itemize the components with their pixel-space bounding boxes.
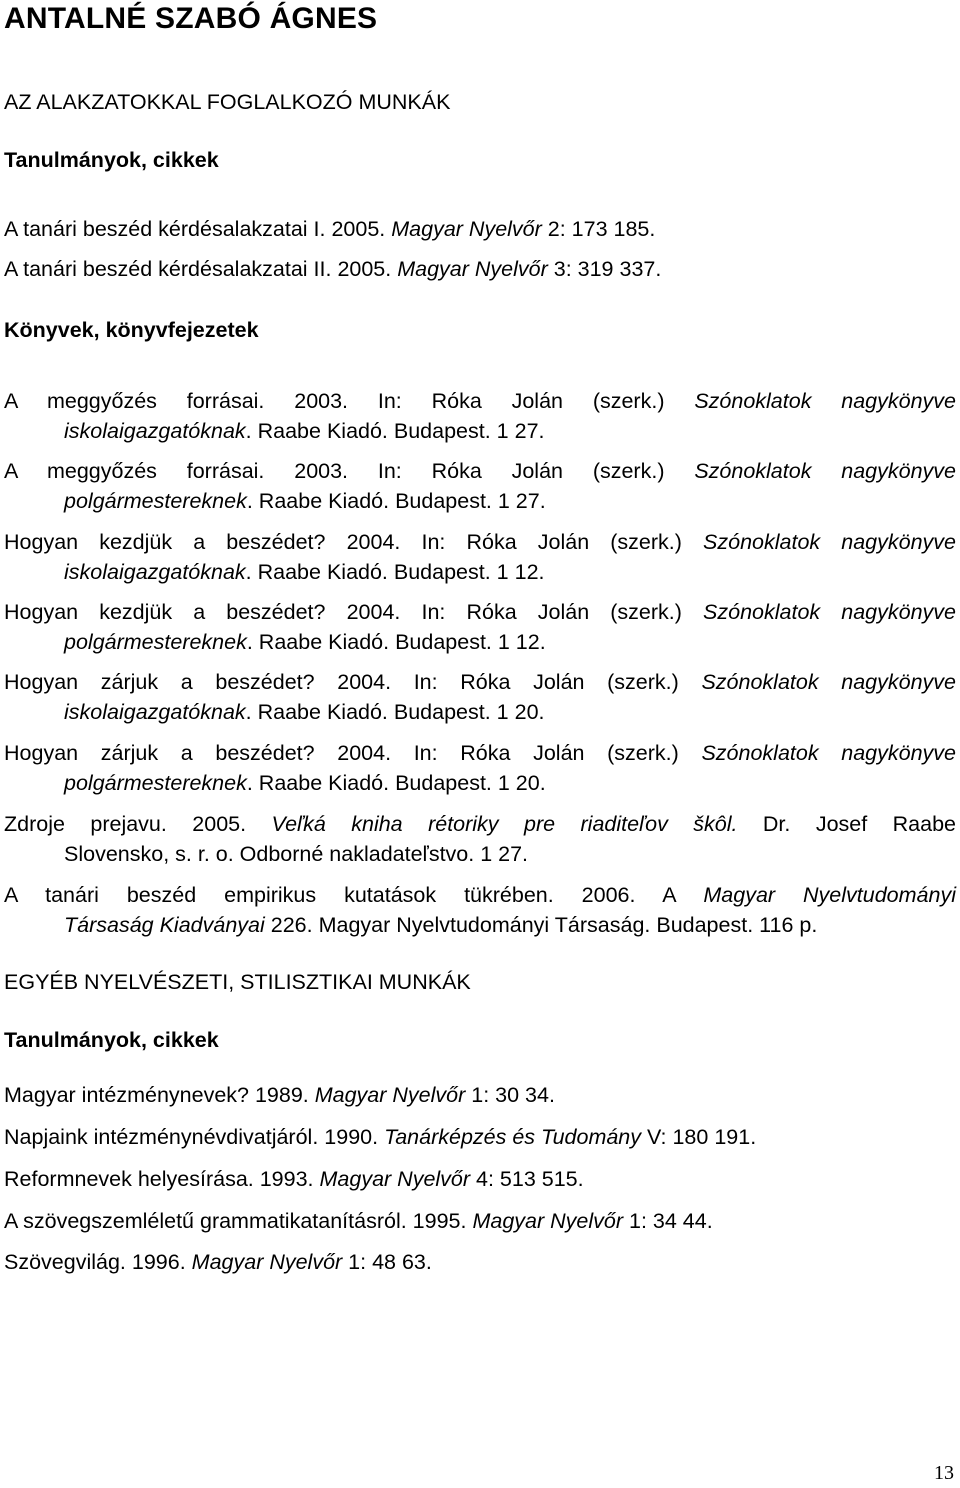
- book-entry: Hogyan kezdjük a beszédet? 2004. In: Róka Jolán (szerk.) Szónoklatok nagykönyve iskolaigazgatóknak. Raabe Kiadó. Budapest. 1 12.: [4, 530, 956, 584]
- subsection-konyvek: Könyvek, könyvfejezetek: [4, 318, 259, 342]
- author-name: ANTALNÉ SZABÓ ÁGNES: [4, 2, 378, 35]
- book-entry: A meggyőzés forrásai. 2003. In: Róka Jolán (szerk.) Szónoklatok nagykönyve iskolaigazgatóknak. Raabe Kiadó. Budapest. 1 27.: [4, 389, 957, 443]
- subsection-tanulmanyok: Tanulmányok, cikkek: [4, 148, 219, 172]
- subsection-tanulmanyok: Tanulmányok, cikkek: [4, 1028, 219, 1052]
- article-entry: A tanári beszéd kérdésalakzatai I. 2005. Magyar Nyelvőr 2: 173 185.: [4, 217, 656, 241]
- book-entry-zdroje: Zdroje prejavu. 2005. Veľká kniha rétoriky pre riaditeľov škôl. Dr. Josef Raabe Slovensko, s. r. o. Odborné nakladateľstvo. 1 27.: [4, 812, 956, 866]
- section-title-egyeb: EGYÉB NYELVÉSZETI, STILISZTIKAI MUNKÁK: [4, 970, 471, 994]
- book-entry-empirikus: A tanári beszéd empirikus kutatások tükrében. 2006. A Magyar Nyelvtudományi Társaság Kiadványai 226. Magyar Nyelvtudományi Társaság. Budapest. 116 p.: [4, 883, 956, 937]
- book-entry: A meggyőzés forrásai. 2003. In: Róka Jolán (szerk.) Szónoklatok nagykönyve polgármestereknek. Raabe Kiadó. Budapest. 1 27.: [4, 459, 957, 513]
- article-entry: A szövegszemléletű grammatikatanításról. 1995. Magyar Nyelvőr 1: 34 44.: [4, 1209, 713, 1233]
- page-number: 13: [934, 1462, 954, 1484]
- article-entry: A tanári beszéd kérdésalakzatai II. 2005. Magyar Nyelvőr 3: 319 337.: [4, 257, 662, 281]
- article-entry: Napjaink intézménynévdivatjáról. 1990. Tanárképzés és Tudomány V: 180 191.: [4, 1125, 757, 1149]
- book-entry: Hogyan zárjuk a beszédet? 2004. In: Róka Jolán (szerk.) Szónoklatok nagykönyve iskolaigazgatóknak. Raabe Kiadó. Budapest. 1 20.: [4, 670, 956, 724]
- section-title-alakzatok: AZ ALAKZATOKKAL FOGLALKOZÓ MUNKÁK: [4, 90, 451, 114]
- book-entry: Hogyan kezdjük a beszédet? 2004. In: Róka Jolán (szerk.) Szónoklatok nagykönyve polgármestereknek. Raabe Kiadó. Budapest. 1 12.: [4, 600, 956, 654]
- article-entry: Reformnevek helyesírása. 1993. Magyar Nyelvőr 4: 513 515.: [4, 1167, 584, 1191]
- book-entry: Hogyan zárjuk a beszédet? 2004. In: Róka Jolán (szerk.) Szónoklatok nagykönyve polgármestereknek. Raabe Kiadó. Budapest. 1 20.: [4, 741, 956, 795]
- article-entry: Magyar intézménynevek? 1989. Magyar Nyelvőr 1: 30 34.: [4, 1083, 555, 1107]
- article-entry: Szövegvilág. 1996. Magyar Nyelvőr 1: 48 63.: [4, 1250, 432, 1274]
